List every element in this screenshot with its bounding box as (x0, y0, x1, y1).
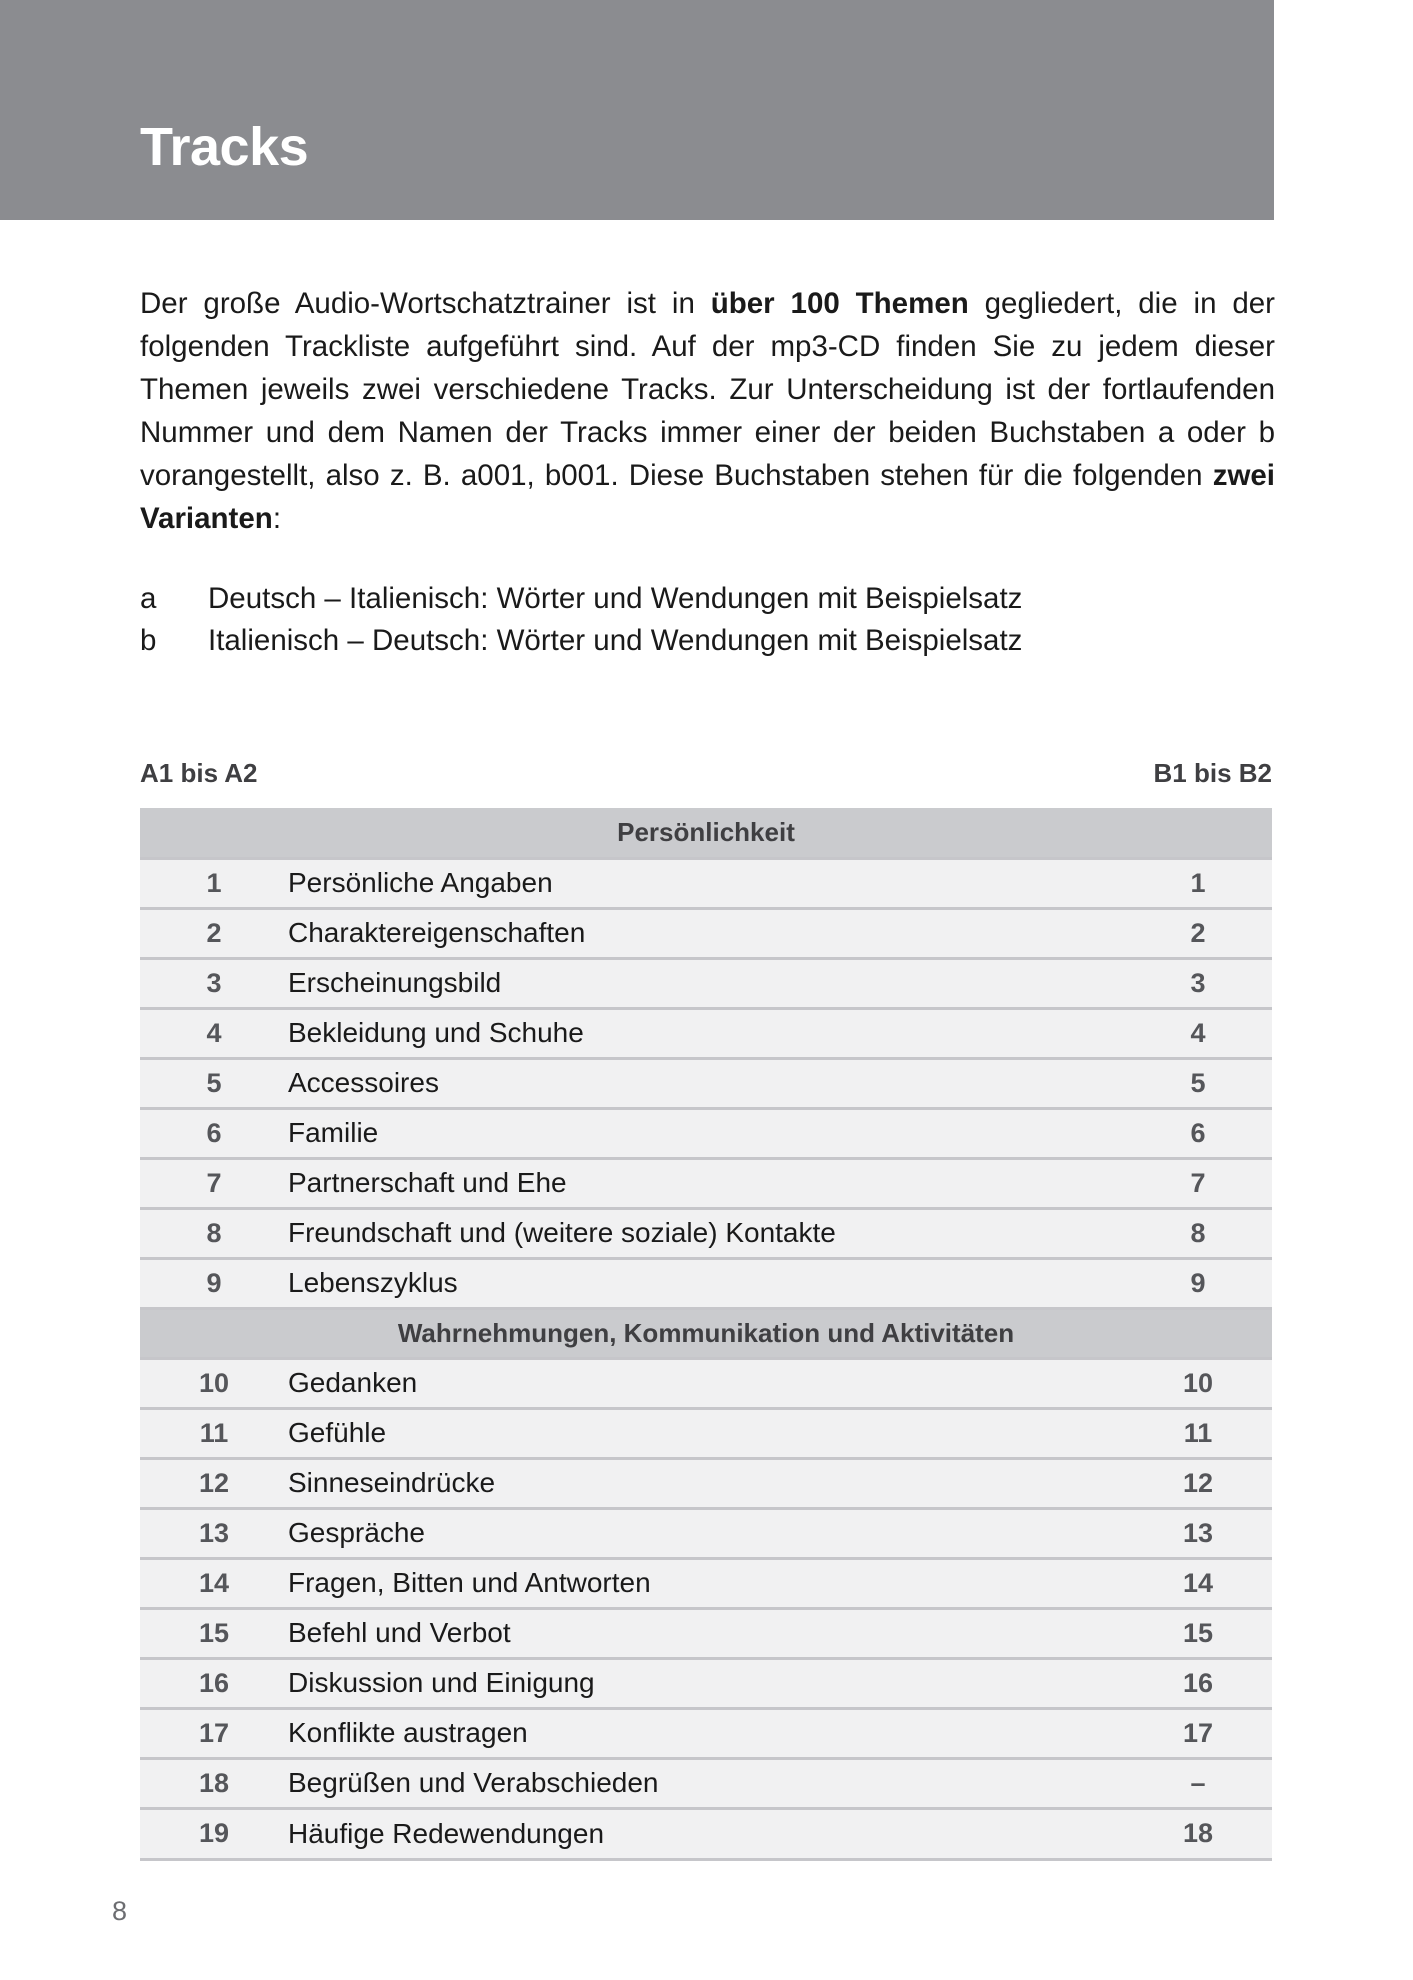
table-row (140, 1258, 1272, 1308)
track-number-b: 15 (1124, 1608, 1272, 1658)
variant-list (140, 578, 1275, 662)
track-title: Häufige Redewendungen (288, 1808, 1124, 1858)
track-number-a: 17 (140, 1708, 288, 1758)
track-title: Begrüßen und Verabschieden (288, 1758, 1124, 1808)
table-row (140, 908, 1272, 958)
intro-bold-varianten: zwei Varianten (140, 459, 1275, 535)
track-number-a: 5 (140, 1058, 288, 1108)
table-column-headers (140, 758, 1272, 789)
track-number-b: 18 (1124, 1808, 1272, 1858)
page-header-band (0, 0, 1274, 220)
track-title: Sinneseindrücke (288, 1458, 1124, 1508)
track-number-a: 19 (140, 1808, 288, 1858)
table-row (140, 1458, 1272, 1508)
table-row (140, 1008, 1272, 1058)
table-row (140, 1808, 1272, 1858)
track-number-b: 4 (1124, 1008, 1272, 1058)
table-row (140, 1608, 1272, 1658)
track-number-b: 3 (1124, 958, 1272, 1008)
track-number-a: 8 (140, 1208, 288, 1258)
column-header-right-level: B1 bis B2 (1153, 758, 1272, 788)
track-title: Familie (288, 1108, 1124, 1158)
track-number-b: 10 (1124, 1358, 1272, 1408)
section-title: Persönlichkeit (140, 808, 1272, 858)
track-number-a: 3 (140, 958, 288, 1008)
track-number-a: 13 (140, 1508, 288, 1558)
track-number-b: 5 (1124, 1058, 1272, 1108)
track-title: Fragen, Bitten und Antworten (288, 1558, 1124, 1608)
track-number-b: 8 (1124, 1208, 1272, 1258)
table-row (140, 1658, 1272, 1708)
variant-item-a (140, 578, 1275, 620)
intro-text-part3: : (272, 502, 282, 535)
track-number-b: 9 (1124, 1258, 1272, 1308)
track-number-a: 9 (140, 1258, 288, 1308)
page-title: Tracks (140, 117, 309, 177)
track-title: Lebenszyklus (288, 1258, 1124, 1308)
track-number-b: 2 (1124, 908, 1272, 958)
table-row (140, 1758, 1272, 1808)
variant-text-b: Italienisch – Deutsch: Wörter und Wendungen mit Beispielsatz (208, 624, 1023, 657)
track-number-a: 4 (140, 1008, 288, 1058)
track-number-a: 14 (140, 1558, 288, 1608)
section-title: Wahrnehmungen, Kommunikation und Aktivitäten (140, 1308, 1272, 1358)
intro-text-part1: Der große Audio-Wortschatztrainer ist in (140, 287, 711, 320)
track-number-a: 7 (140, 1158, 288, 1208)
track-title: Partnerschaft und Ehe (288, 1158, 1124, 1208)
variant-key-a: a (140, 582, 157, 615)
track-table (140, 808, 1272, 1858)
track-number-b: 14 (1124, 1558, 1272, 1608)
table-row (140, 1508, 1272, 1558)
track-number-a: 2 (140, 908, 288, 958)
table-section-header-row (140, 808, 1272, 858)
track-number-b: 7 (1124, 1158, 1272, 1208)
intro-paragraph (140, 282, 1275, 540)
table-row (140, 1208, 1272, 1258)
table-row (140, 958, 1272, 1008)
intro-bold-themen: über 100 Themen (710, 287, 969, 320)
track-number-b: – (1124, 1758, 1272, 1808)
track-number-a: 18 (140, 1758, 288, 1808)
track-title: Freundschaft und (weitere soziale) Kontakte (288, 1208, 1124, 1258)
track-number-a: 6 (140, 1108, 288, 1158)
variant-item-b (140, 620, 1275, 662)
track-number-b: 13 (1124, 1508, 1272, 1558)
table-row (140, 1158, 1272, 1208)
table-row (140, 1108, 1272, 1158)
track-title: Persönliche Angaben (288, 858, 1124, 908)
track-title: Bekleidung und Schuhe (288, 1008, 1124, 1058)
track-title: Konflikte austragen (288, 1708, 1124, 1758)
column-header-left-level: A1 bis A2 (140, 758, 258, 788)
track-number-b: 6 (1124, 1108, 1272, 1158)
table-row (140, 858, 1272, 908)
page-number: 8 (112, 1896, 128, 1926)
track-number-a: 10 (140, 1358, 288, 1408)
track-number-b: 17 (1124, 1708, 1272, 1758)
track-number-a: 16 (140, 1658, 288, 1708)
track-number-a: 1 (140, 858, 288, 908)
intro-text-part2: gegliedert, die in der folgenden Trackliste aufgeführt sind. Auf der mp3-CD finden Sie zu jedem dieser Themen jeweils zwei verschiedene Tracks. Zur Unterscheidung ist der fortlaufenden Nummer und dem Namen der Tracks immer einer der beiden Buchstaben a oder b vorangestellt, also z. B. a001, b001. Diese Buchstaben stehen für die folgenden (140, 287, 1276, 492)
track-title: Gefühle (288, 1408, 1124, 1458)
table-row (140, 1058, 1272, 1108)
table-row (140, 1408, 1272, 1458)
track-title: Befehl und Verbot (288, 1608, 1124, 1658)
table-row (140, 1558, 1272, 1608)
track-number-b: 11 (1124, 1408, 1272, 1458)
table-bottom-rule (140, 1858, 1272, 1861)
track-title: Gespräche (288, 1508, 1124, 1558)
intro-section (140, 282, 1275, 540)
track-title: Erscheinungsbild (288, 958, 1124, 1008)
track-number-a: 11 (140, 1408, 288, 1458)
track-number-b: 1 (1124, 858, 1272, 908)
variant-text-a: Deutsch – Italienisch: Wörter und Wendungen mit Beispielsatz (208, 582, 1023, 615)
track-number-b: 12 (1124, 1458, 1272, 1508)
track-title: Accessoires (288, 1058, 1124, 1108)
table-section-header-row (140, 1308, 1272, 1358)
track-title: Gedanken (288, 1358, 1124, 1408)
track-title: Charaktereigenschaften (288, 908, 1124, 958)
track-number-b: 16 (1124, 1658, 1272, 1708)
table-row (140, 1708, 1272, 1758)
variant-key-b: b (140, 624, 157, 657)
track-number-a: 12 (140, 1458, 288, 1508)
track-number-a: 15 (140, 1608, 288, 1658)
table-row (140, 1358, 1272, 1408)
track-title: Diskussion und Einigung (288, 1658, 1124, 1708)
